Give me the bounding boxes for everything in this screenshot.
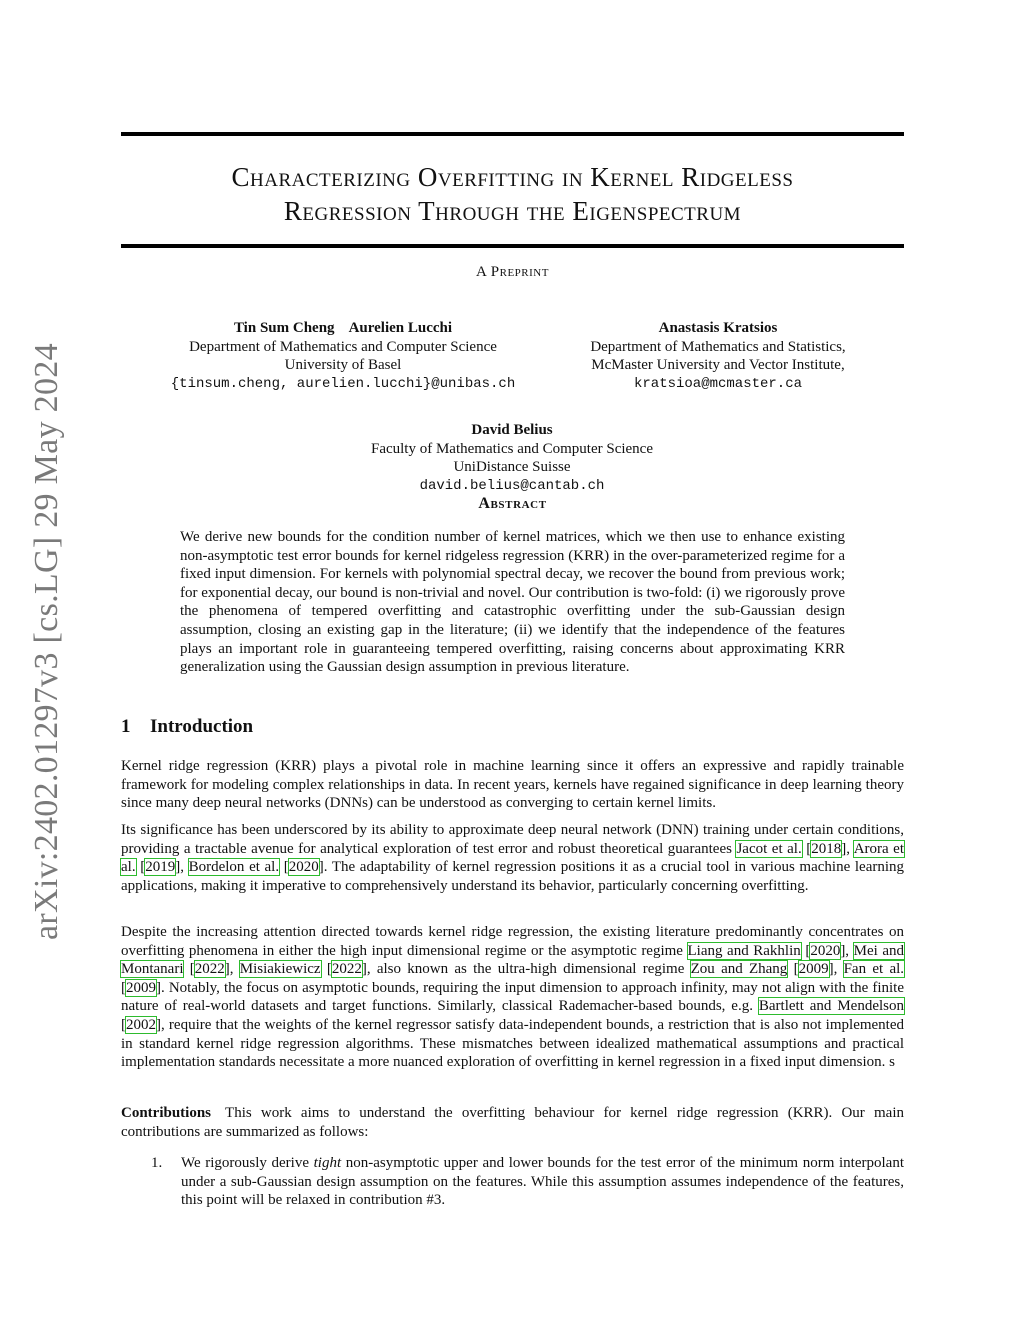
- citation-year-link[interactable]: 2022: [194, 961, 225, 978]
- author-email[interactable]: {tinsum.cheng, aurelien.lucchi}@unibas.ch: [170, 375, 516, 392]
- author-department: Department of Mathematics and Computer Science: [189, 338, 497, 355]
- section-title: Introduction: [150, 716, 254, 737]
- section-number: 1: [121, 716, 131, 737]
- intro-paragraph-2: Its significance has been underscored by its ability to approximate deep neural network (DNN) training under certain conditions, providing a tractable avenue for analytical exploration of test error and robust theoretical guarantees Jacot et al. [2018], Arora et al. [2019], Bordelon et al. [2020]. The adaptability of kernel regression positions it as a crucial tool in various machine learning applications, making it imperative to comprehensively understand its behavior, particularly concerning overfitting.: [121, 822, 905, 894]
- contributions-paragraph: [121, 1104, 904, 1141]
- abstract-heading: Abstract: [478, 495, 547, 512]
- list-item-number: 1.: [151, 1155, 163, 1171]
- author-group-unidistance: [330, 421, 694, 495]
- author-name: Tin Sum Cheng: [233, 320, 335, 336]
- citation-link[interactable]: Misiakiewicz: [239, 961, 321, 978]
- author-email[interactable]: david.belius@cantab.ch: [419, 477, 605, 494]
- paragraph-text: . The adaptability of kernel regression positions it as a crucial tool in various machine learning applications, making it imperative to comprehensively understand its behavior, particularly concerning overfitting.: [121, 859, 905, 894]
- citation-link[interactable]: Bartlett and Mendelson: [758, 998, 904, 1015]
- author-group-basel: [155, 319, 531, 393]
- paragraph-text: This work aims to understand the overfitting behaviour for kernel ridge regression (KRR). Our main contributions are summarized as follows:: [121, 1105, 904, 1140]
- author-institution: McMaster University and Vector Institute,: [591, 357, 845, 373]
- paragraph-text: We rigorously derive: [181, 1155, 314, 1171]
- citation-link[interactable]: Mei and Montanari: [121, 942, 904, 978]
- citation-year-link[interactable]: 2020: [288, 859, 319, 876]
- paragraph-text: , also known as the ultra-high dimensional regime: [366, 961, 691, 978]
- citation-year-link[interactable]: 2009: [126, 979, 156, 996]
- intro-paragraph-3: Despite the increasing attention directed towards kernel ridge regression, the existing literature predominantly concentrates on overfitting phenomena in either the high input dimensional regime or the asymptotic regime Liang and Rakhlin [2020], Mei and Montanari [2022], Misiakiewicz [2022], also known as the ultra-high dimensional regime Zou and Zhang [2009], Fan et al. [2009]. Notably, the focus on asymptotic bounds, requiring the input dimension to approach infinity, may not align with the finite nature of real-world datasets and target functions. Similarly, classical Rademacher-based bounds, e.g. Bartlett and Mendelson [2002], require that the weights of the kernel regressor satisfy data-independent bounds, a restriction that is also not implemented in standard kernel ridge regression algorithms. These mismatches between idealized mathematical assumptions and practical implementation standards necessitate a more nuanced exploration of overfitting in kernel regression in a fixed input dimension. s: [121, 924, 905, 1071]
- citation-link[interactable]: Bordelon et al.: [188, 859, 280, 876]
- author-email[interactable]: kratsioa@mcmaster.ca: [633, 375, 803, 392]
- citation-year-link[interactable]: 2002: [126, 1016, 156, 1033]
- title-rule-bottom: [121, 244, 904, 248]
- intro-paragraph-1: Kernel ridge regression (KRR) plays a pivotal role in machine learning since it offers an expressive and rapidly trainable framework for modeling complex relationships in data. In recent years, kernels have regained significance in deep learning theory since many deep neural networks (DNNs) can be understood as converging to certain kernel limits.: [121, 758, 904, 812]
- paragraph-text: non-asymptotic upper and lower bounds for the test error of the minimum norm interpolant under a sub-Gaussian design assumption on the features. While this assumption assumes independence of the features, this point will be relaxed in contribution #3.: [181, 1155, 904, 1209]
- author-name: David Belius: [471, 422, 553, 438]
- citation-year-link[interactable]: 2018: [811, 840, 842, 857]
- author-institution: UniDistance Suisse: [453, 459, 571, 475]
- title-line-2: Regression Through the Eigenspectrum: [283, 196, 742, 226]
- citation-link[interactable]: Jacot et al.: [736, 840, 802, 857]
- citation-link[interactable]: Arora et al.: [121, 840, 905, 876]
- paragraph-text: , require that the weights of the kernel regressor satisfy data-independent bounds, a restriction that is also not implemented in standard kernel ridge regression algorithms. These mismatches between idealized mathematical assumptions and practical implementation standards necessitate a more nuanced exploration of overfitting in kernel regression in a fixed input dimension. s: [121, 1016, 904, 1071]
- citation-year-link[interactable]: 2022: [331, 961, 362, 978]
- contribution-item-1: [181, 1154, 904, 1210]
- emphasis-text: tight: [313, 1155, 342, 1171]
- paragraph-text: Despite the increasing attention directed towards kernel ridge regression, the existing literature predominantly concentrates on overfitting phenomena in either the high input dimensional regime or the asymptotic regime: [121, 924, 904, 959]
- section-heading: [121, 716, 253, 738]
- author-institution: University of Basel: [284, 357, 402, 373]
- paper-title: [121, 160, 904, 228]
- citation-link[interactable]: Zou and Zhang: [690, 961, 788, 978]
- paragraph-text: Its significance has been underscored by its ability to approximate deep neural network (DNN) training under certain conditions, providing a tractable avenue for analytical exploration of test error and robust theoretical guarantees: [121, 822, 904, 857]
- author-group-mcmaster: [560, 319, 876, 393]
- abstract-text: We derive new bounds for the condition number of kernel matrices, which we then use to enhance existing non-asymptotic test error bounds for kernel ridgeless regression (KRR) in the over-parameterized regime for a fixed input dimension. For kernels with polynomial spectral decay, we recover the bound from previous work; for exponential decay, our bound is non-trivial and novel. Our contribution is two-fold: (i) we rigorously prove the phenomena of tempered overfitting and catastrophic overfitting under the sub-Gaussian design assumption, closing an existing gap in the literature; (ii) we identify that the independence of the features plays an important role in guaranteeing tempered overfitting, raising concerns about approximating KRR generalization using the Gaussian design assumption in previous literature.: [180, 529, 845, 676]
- title-rule-top: [121, 132, 904, 136]
- author-department: Department of Mathematics and Statistics,: [590, 338, 846, 355]
- author-name: Anastasis Kratsios: [658, 320, 778, 336]
- citation-link[interactable]: Fan et al.: [843, 961, 905, 978]
- author-name: Aurelien Lucchi: [348, 320, 453, 336]
- citation-year-link[interactable]: 2019: [145, 859, 176, 876]
- citation-year-link[interactable]: 2020: [810, 942, 841, 959]
- citation-year-link[interactable]: 2009: [798, 961, 829, 978]
- arxiv-identifier: arXiv:2402.01297v3 [cs.LG] 29 May 2024: [28, 343, 65, 940]
- title-line-1: Characterizing Overfitting in Kernel Ridgeless: [231, 162, 794, 192]
- contributions-heading: Contributions: [121, 1105, 212, 1121]
- author-names: [155, 319, 531, 338]
- preprint-label: A Preprint: [476, 264, 549, 280]
- author-department: Faculty of Mathematics and Computer Science: [370, 440, 653, 457]
- paragraph-text: . Notably, the focus on asymptotic bounds, requiring the input dimension to approach infinity, may not align with the finite nature of real-world datasets and target functions. Similarly, classical Rademacher-based bounds, e.g.: [121, 979, 904, 1015]
- citation-link[interactable]: Liang and Rakhlin: [687, 942, 801, 959]
